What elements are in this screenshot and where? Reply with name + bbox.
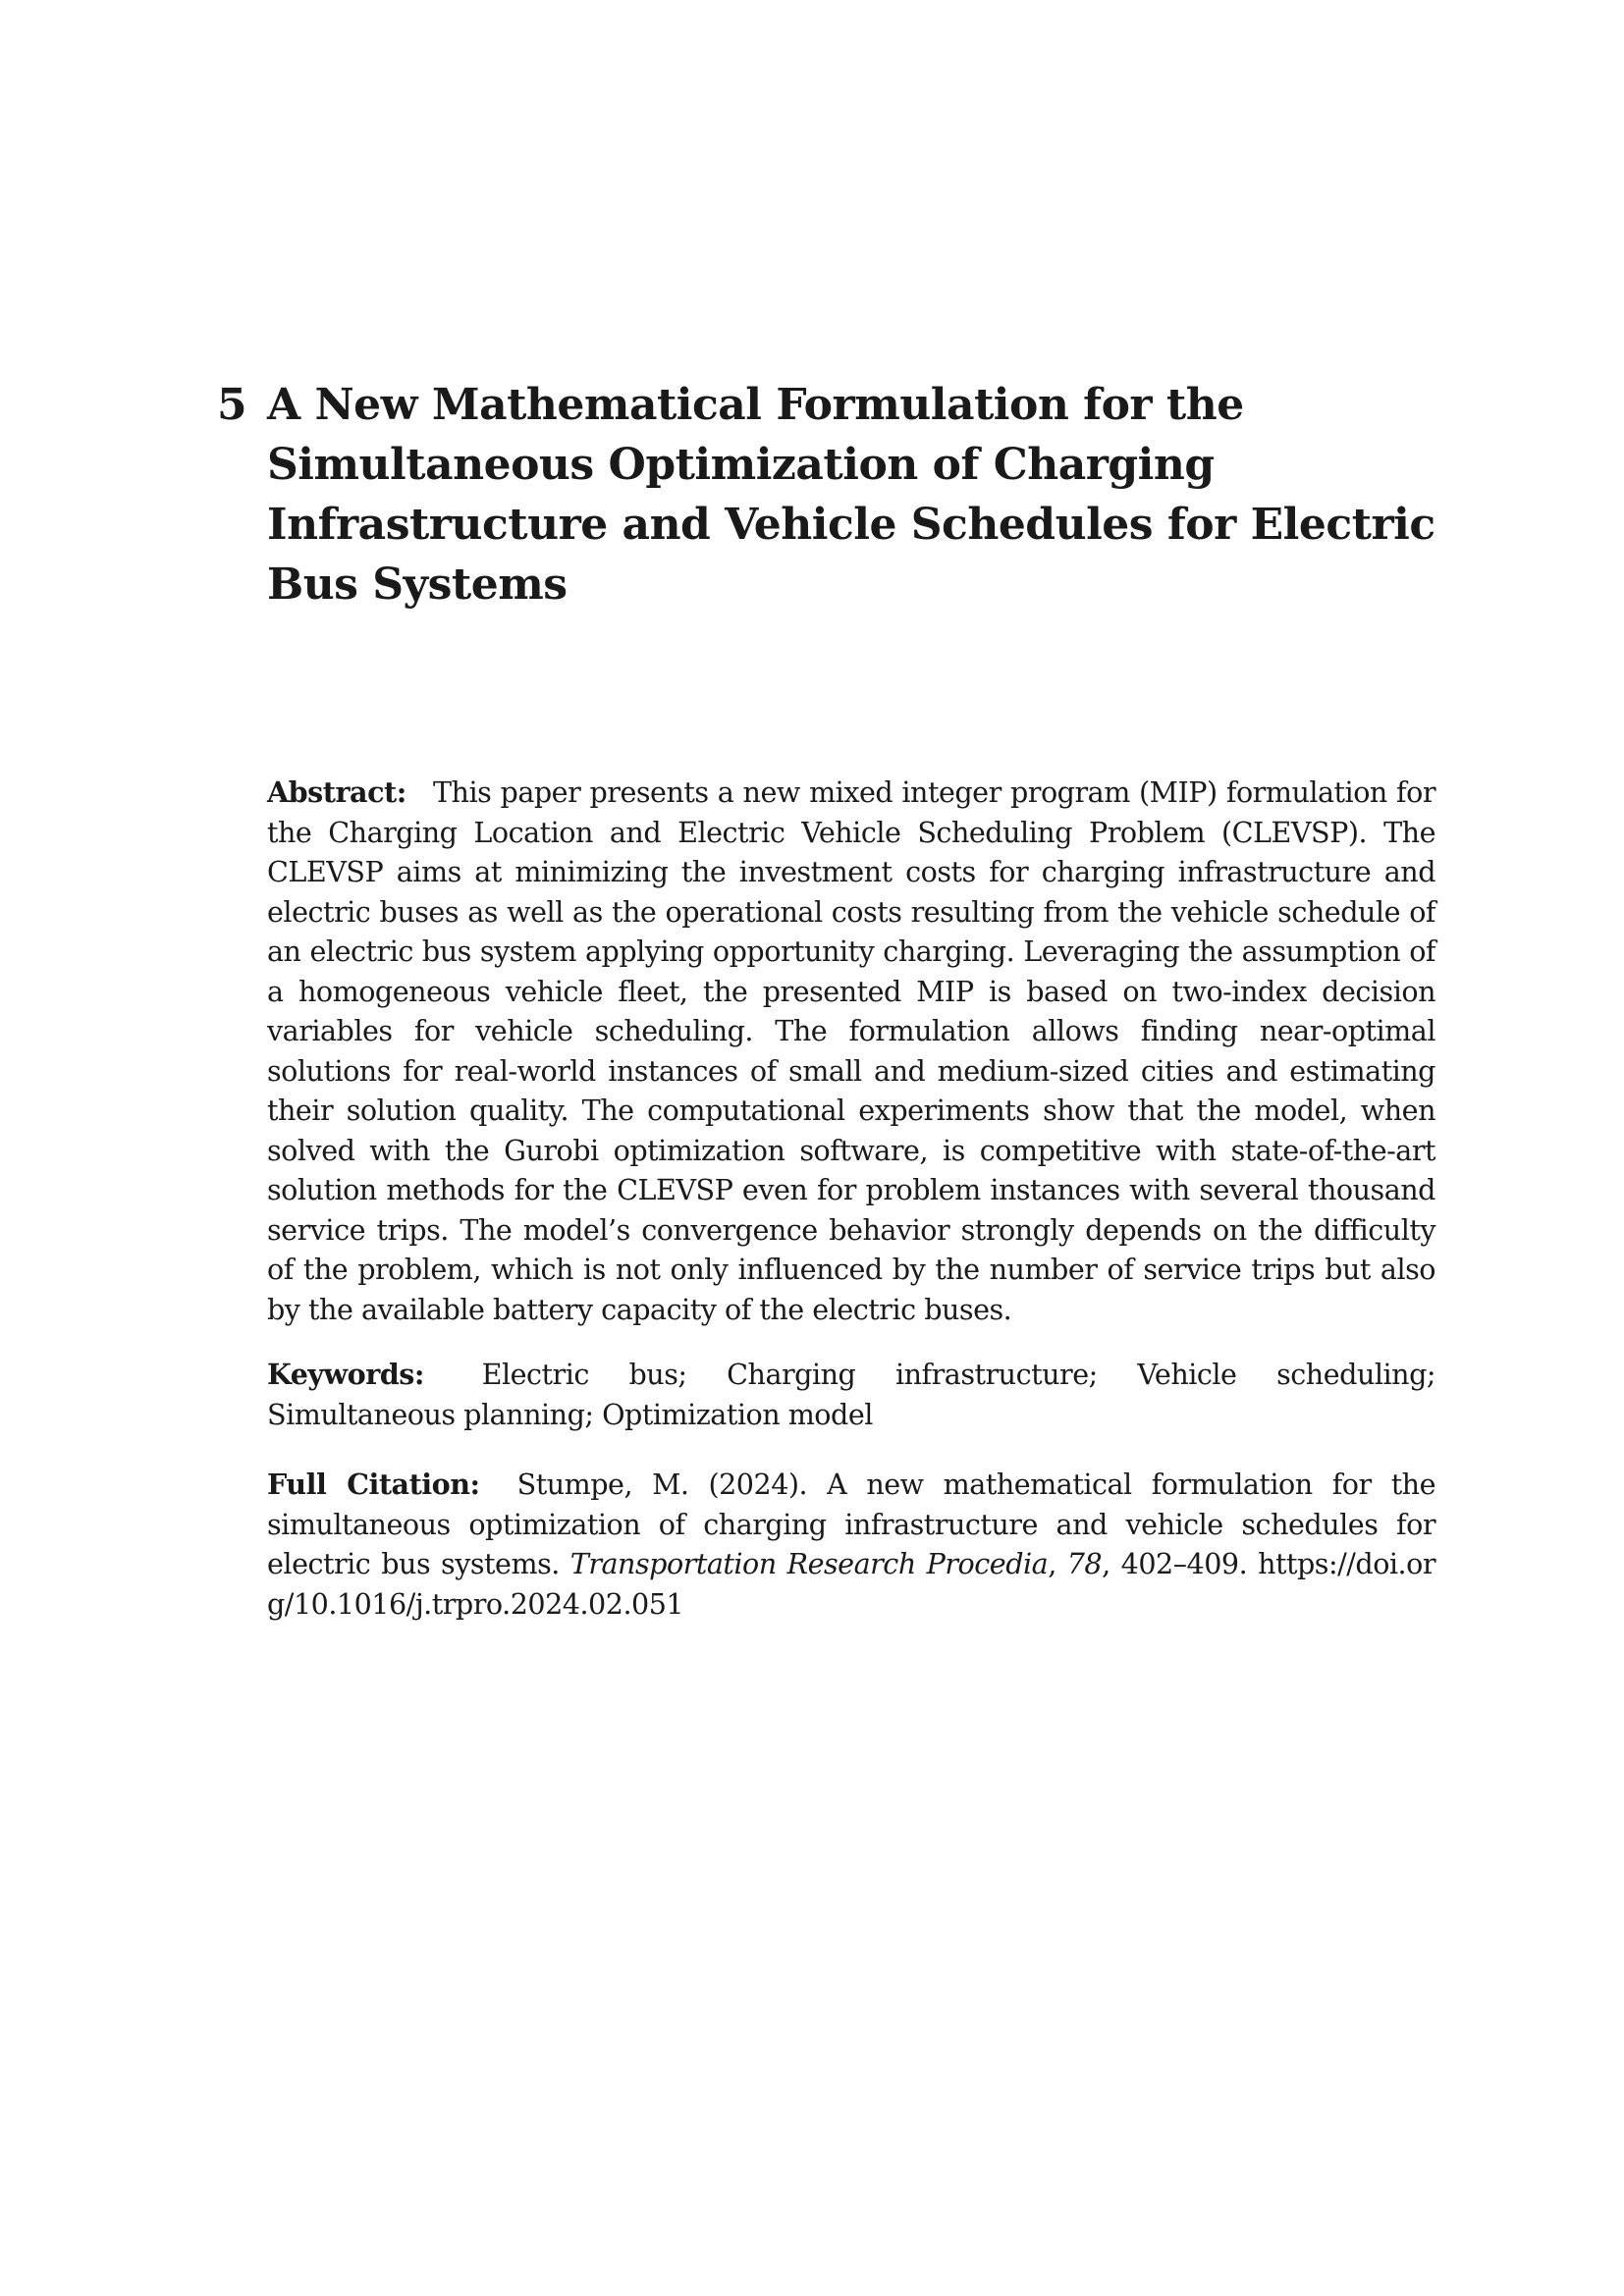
citation-pages: 402–409. — [1120, 1547, 1248, 1580]
citation-section: Full Citation: Stumpe, M. (2024). A new mathematical formulation for the simultaneous optimization of charging infrastructure and vehicle schedules for electric bus systems. Transportation Research Procedia, 78, 402–409. https://doi.org/10.1016/j.trpro.2024.02.051 — [267, 1468, 1436, 1621]
keywords-section — [267, 1355, 1435, 1434]
citation-volume: 78 — [1066, 1547, 1103, 1580]
citation-doi-link[interactable]: https://doi.org/10.1016/j.trpro.2024.02.051 — [267, 1547, 1436, 1621]
keywords-text: Electric bus; Charging infrastructure; Vehicle scheduling; Simultaneous planning; Optimization model — [267, 1358, 1436, 1431]
chapter-title: A New Mathematical Formulation for the Simultaneous Optimization of Charging Infrastructure and Vehicle Schedules for Electric Bus Systems — [267, 380, 1435, 610]
keywords-label: Keywords: — [267, 1358, 424, 1391]
abstract-section — [267, 773, 1435, 1329]
chapter-heading — [217, 375, 1444, 614]
abstract-label: Abstract: — [267, 775, 406, 809]
citation-label: Full Citation: — [267, 1468, 480, 1501]
abstract-text: This paper presents a new mixed integer program (MIP) formulation for the Charging Location and Electric Vehicle Scheduling Problem (CLEVSP). The CLEVSP aims at minimizing the investment costs for charging infrastructure and electric buses as well as the operational costs resulting from the vehicle schedule of an electric bus system applying opportunity charging. Leveraging the assumption of a homogeneous vehicle fleet, the presented MIP is based on two-index decision variables for vehicle scheduling. The formulation allows finding near-optimal solutions for real-world instances of small and medium-sized cities and estimating their solution quality. The computational experiments show that the model, when solved with the Gurobi optimization software, is competitive with state-of-the-art solution methods for the CLEVSP even for problem instances with several thousand service trips. The model’s convergence behavior strongly depends on the difficulty of the problem, which is not only influenced by the number of service trips but also by the available battery capacity of the electric buses. — [267, 775, 1436, 1326]
citation-text: Stumpe, M. (2024). A new mathematical formulation for the simultaneous optimization of charging infrastructure and vehicle schedules for electric bus systems. — [267, 1468, 1436, 1580]
chapter-number: 5 — [217, 380, 247, 430]
citation-journal: Transportation Research Procedia — [569, 1547, 1049, 1580]
